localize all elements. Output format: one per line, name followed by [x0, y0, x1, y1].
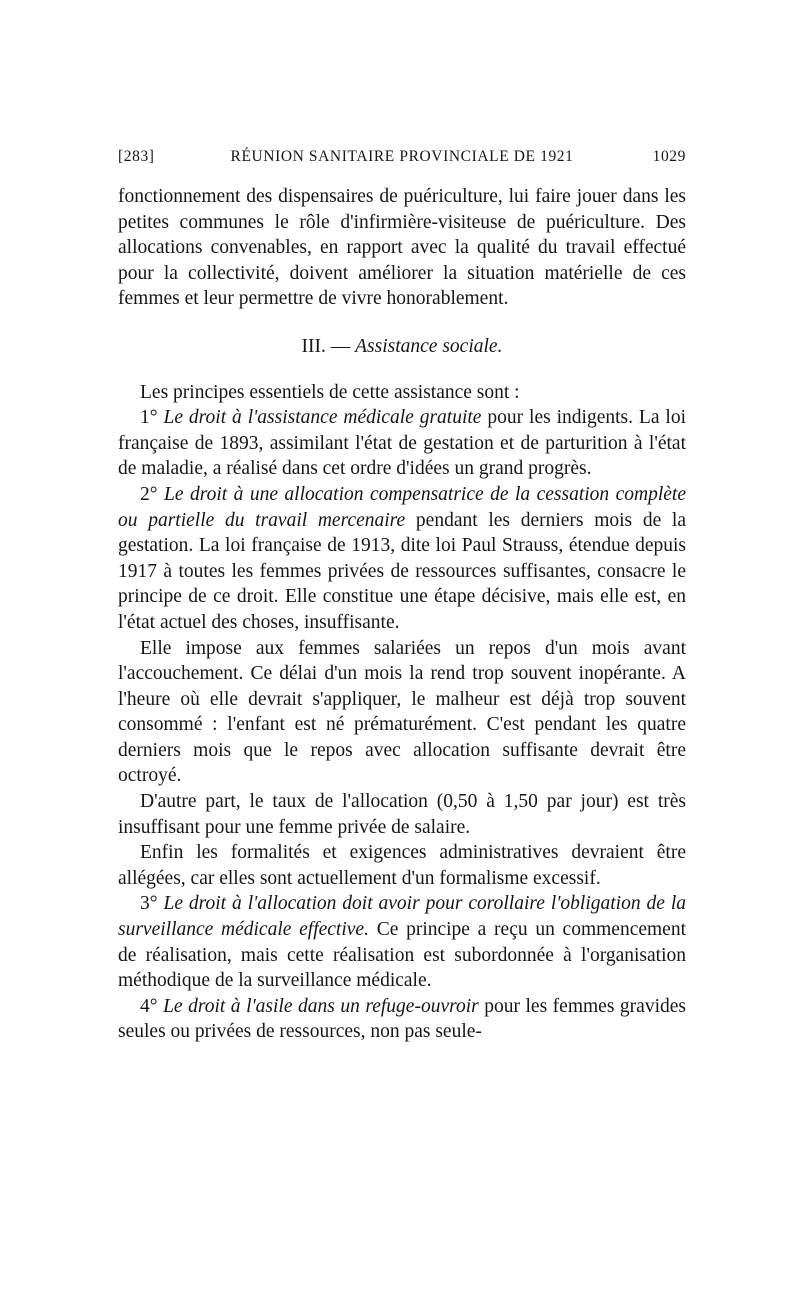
point-2-text: pendant les derniers mois de la gestation. La loi française de 1913, dite loi Paul Strauss, étendue depuis 1917 à toutes les femmes privées de ressources suffisantes, consacre le principe de ce droit. Elle constitue une étape décisive, mais elle est, en l'état actuel des choses, insuffisante.: [118, 509, 687, 633]
formalites-paragraph: Enfin les formalités et exigences administratives devraient être allégées, car elles sont actuellement d'un formalisme excessif.: [118, 842, 686, 889]
point-1-title: Le droit à l'assistance médicale gratuite: [163, 407, 482, 429]
point-4-text: pour les femmes gravides seules ou privées de ressources, non pas seule-: [118, 995, 686, 1043]
running-header: [118, 148, 686, 168]
intro-paragraph: fonctionnement des dispensaires de puériculture, lui faire jouer dans les petites communes le rôle d'infirmière-visiteuse de puériculture. Des allocations convenables, en rapport avec la qualité du travail effectué pour la collectivité, doivent améliorer la situation matérielle de ces femmes et leur permettre de vivre honorablement.: [118, 186, 686, 310]
point-3-title: Le droit à l'allocation doit avoir pour corollaire l'obligation de la surveillance médicale effective.: [118, 893, 686, 941]
body-text: [118, 184, 686, 1045]
point-3-number: 3°: [140, 893, 158, 915]
section-title: Assistance sociale.: [355, 335, 503, 357]
header-reference: [283]: [118, 148, 155, 165]
taux-paragraph: D'autre part, le taux de l'allocation (0,50 à 1,50 par jour) est très insuffisant pour une femme privée de salaire.: [118, 791, 686, 838]
section-heading: [118, 334, 686, 360]
point-4-title: Le droit à l'asile dans un refuge-ouvroir: [163, 995, 479, 1017]
point-3-paragraph: [118, 891, 686, 993]
point-2-title: Le droit à une allocation compensatrice de la cessation complète ou partielle du travail mercenaire: [118, 483, 686, 531]
point-4-number: 4°: [140, 995, 158, 1017]
header-title: RÉUNION SANITAIRE PROVINCIALE DE 1921: [230, 148, 574, 165]
point-2-number: 2°: [140, 483, 158, 505]
point-3-text: Ce principe a reçu un commencement de réalisation, mais cette réalisation est subordonnée à l'organisation méthodique de la surveillance médicale.: [118, 919, 686, 992]
lead-paragraph: Les principes essentiels de cette assistance sont :: [140, 381, 520, 403]
page-number: 1029: [652, 148, 686, 165]
point-1-text: pour les indigents. La loi française de 1893, assimilant l'état de gestation et de parturition à l'état de maladie, a réalisé dans cet ordre d'idées un grand progrès.: [118, 407, 687, 480]
point-2-paragraph: [118, 482, 686, 636]
point-1-paragraph: [118, 405, 686, 482]
point-1-number: 1°: [140, 407, 158, 429]
section-number: III. —: [301, 335, 351, 357]
point-4-paragraph: [118, 994, 686, 1045]
repos-paragraph: Elle impose aux femmes salariées un repos d'un mois avant l'accouchement. Ce délai d'un mois la rend trop souvent inopérante. A l'heure où elle devrait s'appliquer, le malheur est déjà trop souvent consommé : l'enfant est né prématurément. C'est pendant les quatre derniers mois que le repos avec allocation suffisante devrait être octroyé.: [118, 637, 686, 787]
